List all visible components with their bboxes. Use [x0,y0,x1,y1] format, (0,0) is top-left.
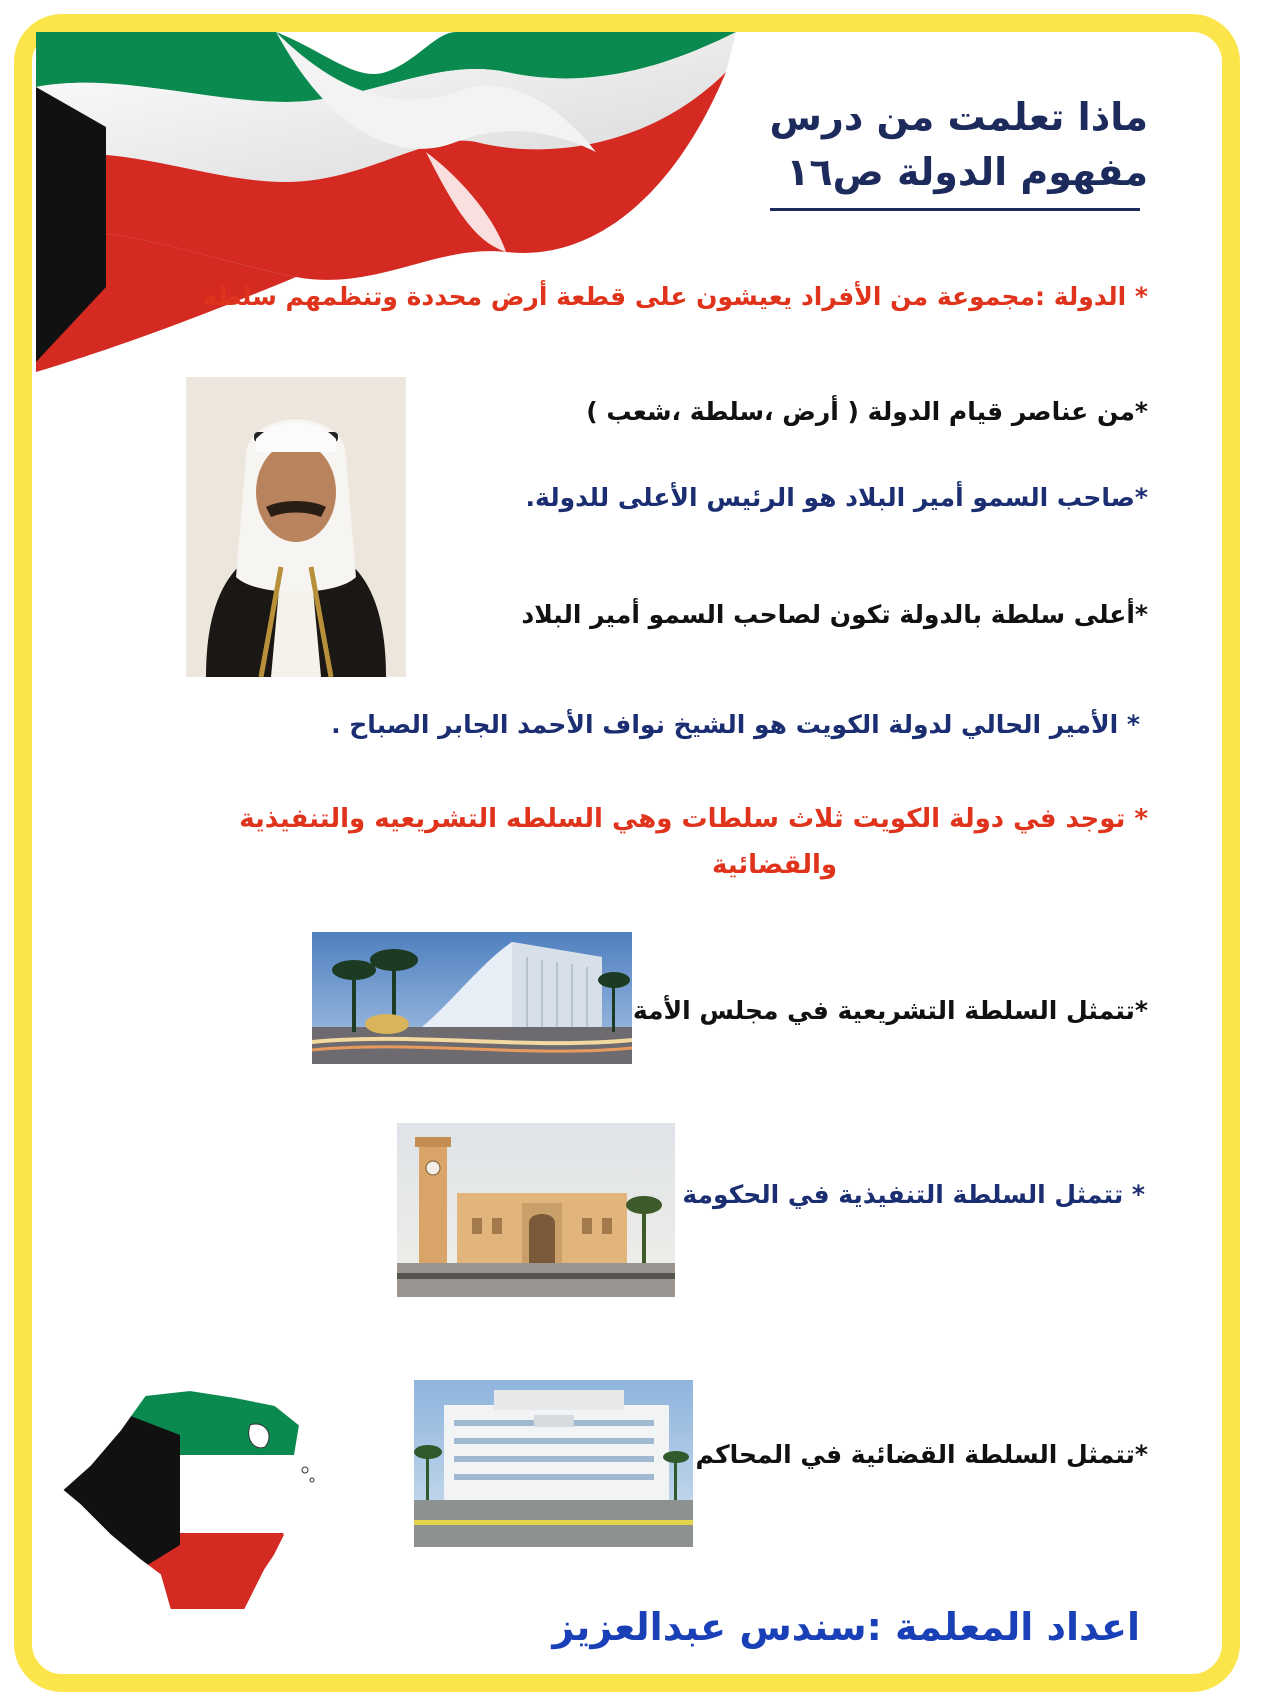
fact-highest-authority: *أعلى سلطة بالدولة تكون لصاحب السمو أمير البلاد [521,600,1148,629]
national-assembly-photo [312,932,632,1064]
fact-state-elements: *من عناصر قيام الدولة ( أرض ،سلطة ،شعب ) [586,397,1148,426]
power-executive: * تتمثل السلطة التنفيذية في الحكومة [682,1180,1145,1209]
courts-building-photo [414,1380,693,1547]
fact-current-emir: * الأمير الحالي لدولة الكويت هو الشيخ نواف الأحمد الجابر الصباح . [331,710,1140,739]
kuwait-flag-banner [36,32,766,402]
fact-three-powers-line-2: والقضائية [712,850,838,880]
power-judicial: *تتمثل السلطة القضائية في المحاكم [695,1440,1148,1469]
title-line-2: مفهوم الدولة ص١٦ [786,150,1148,194]
fact-three-powers: * توجد في دولة الكويت ثلاث سلطات وهي السلطه التشريعيه والتنفيذية [239,804,1148,834]
seif-palace-photo [397,1123,675,1297]
power-legislative: *تتمثل السلطة التشريعية في مجلس الأمة [632,996,1148,1025]
fact-emir-head-of-state: *صاحب السمو أمير البلاد هو الرئيس الأعلى للدولة. [525,483,1148,512]
kuwait-map-icon [50,1385,340,1625]
title-line-1: ماذا تعلمت من درس [769,95,1148,139]
title-underline [770,208,1140,211]
fact-state-definition: * الدولة :مجموعة من الأفراد يعيشون على قطعة أرض محددة وتنظمهم سلطة [202,282,1148,311]
emir-portrait [186,377,406,677]
footer-prepared-by: اعداد المعلمة :سندس عبدالعزيز [552,1605,1140,1649]
